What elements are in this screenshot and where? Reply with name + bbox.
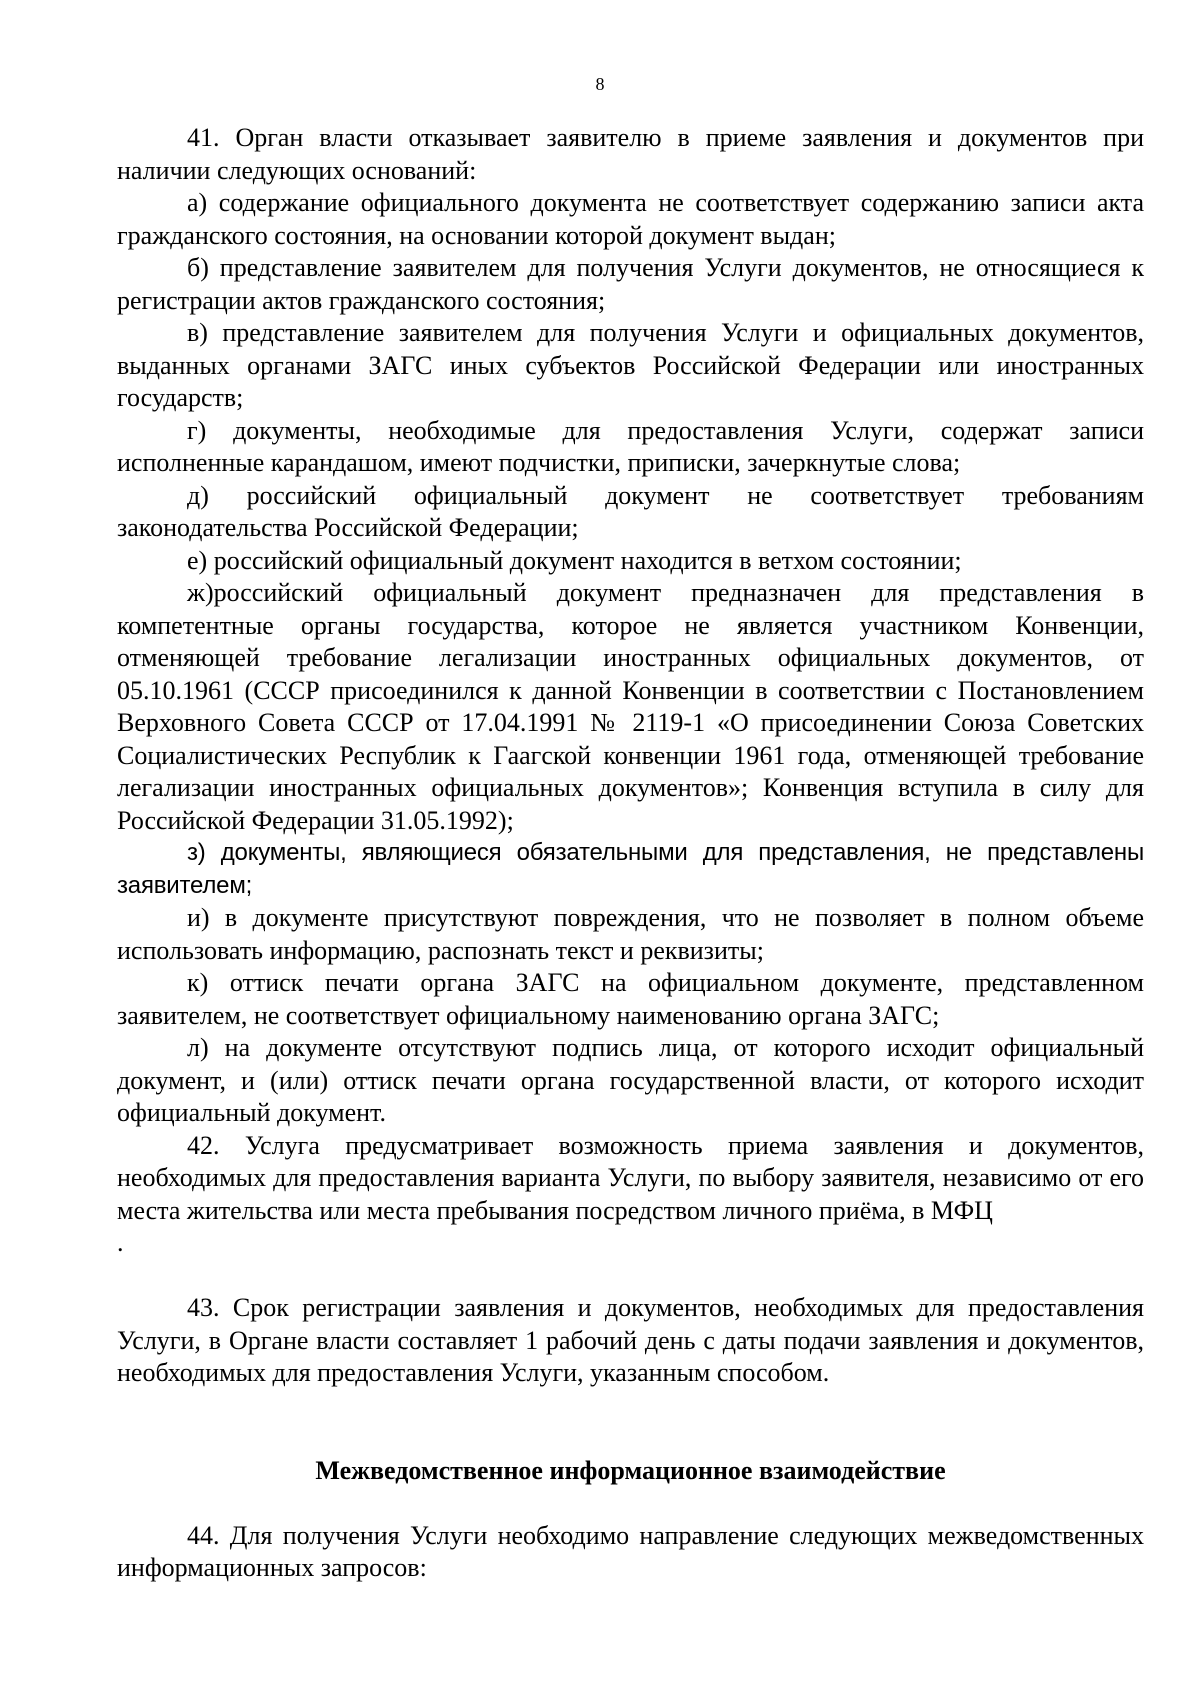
- list-item-b: б) представление заявителем для получения Услуги документов, не относящиеся к регистрации актов гражданского состояния;: [117, 253, 1144, 315]
- list-item-g: г) документы, необходимые для предоставления Услуги, содержат записи исполненные карандашом, имеют подчистки, приписки, зачеркнутые слова;: [117, 415, 1144, 477]
- list-item-e: е) российский официальный документ находится в ветхом состоянии;: [187, 545, 962, 575]
- paragraph-44: 44. Для получения Услуги необходимо направление следующих межведомственных информационных запросов:: [117, 1520, 1144, 1582]
- page-number: 8: [595, 74, 605, 94]
- spacer: [117, 1260, 1144, 1293]
- paragraph-42: 42. Услуга предусматривает возможность приема заявления и документов, необходимых для предоставления варианта Услуги, по выбору заявителя, независимо от его места жительства или места пребывания посредством личного приёма, в МФЦ: [117, 1130, 1144, 1225]
- list-item-k: к) оттиск печати органа ЗАГС на официальном документе, представленном заявителем, не соответствует официальному наименованию органа ЗАГС;: [117, 968, 1144, 1030]
- spacer: [117, 1422, 1144, 1455]
- paragraph-43: 43. Срок регистрации заявления и документов, необходимых для предоставления Услуги, в Органе власти составляет 1 рабочий день с даты подачи заявления и документов, необходимых для предоставления Услуги, указанным способом.: [117, 1293, 1144, 1387]
- paragraph-41: 41. Орган власти отказывает заявителю в приеме заявления и документов при наличии следующих оснований:: [117, 123, 1144, 185]
- section-heading: Межведомственное информационное взаимодействие: [315, 1455, 946, 1485]
- list-item-v: в) представление заявителем для получения Услуги и официальных документов, выданных органами ЗАГС иных субъектов Российской Федерации или иностранных государств;: [117, 318, 1144, 412]
- list-item-zh: ж)российский официальный документ предназначен для представления в компетентные органы государства, которое не является участником Конвенции, отменяющей требование легализации иностранных официальных документов, от 05.10.1961 (СССР присоединился к данной Конвенции в соответствии с Постановлением Верховного Совета СССР от 17.04.1991 № 2119-1 «О присоединении Союза Советских Социалистических Республик к Гаагской конвенции 1961 года, отменяющей требование легализации иностранных официальных документов»; Конвенция вступила в силу для Российской Федерации 31.05.1992);: [117, 578, 1144, 835]
- list-item-z: з) документы, являющиеся обязательными для представления, не представлены заявителем;: [117, 839, 1144, 899]
- list-item-d: д) российский официальный документ не соответствует требованиям законодательства Российской Федерации;: [117, 480, 1144, 542]
- stray-dot: .: [117, 1228, 124, 1257]
- list-item-l: л) на документе отсутствуют подпись лица, от которого исходит официальный документ, и (или) оттиск печати органа государственной власти, от которого исходит официальный документ.: [117, 1033, 1144, 1127]
- list-item-a: а) содержание официального документа не соответствует содержанию записи акта гражданского состояния, на основании которой документ выдан;: [117, 188, 1144, 250]
- spacer: [117, 1390, 1144, 1423]
- list-item-i: и) в документе присутствуют повреждения, что не позволяет в полном объеме использовать информацию, распознать текст и реквизиты;: [117, 903, 1144, 965]
- spacer: [117, 1487, 1144, 1520]
- document-body: [117, 122, 1144, 1585]
